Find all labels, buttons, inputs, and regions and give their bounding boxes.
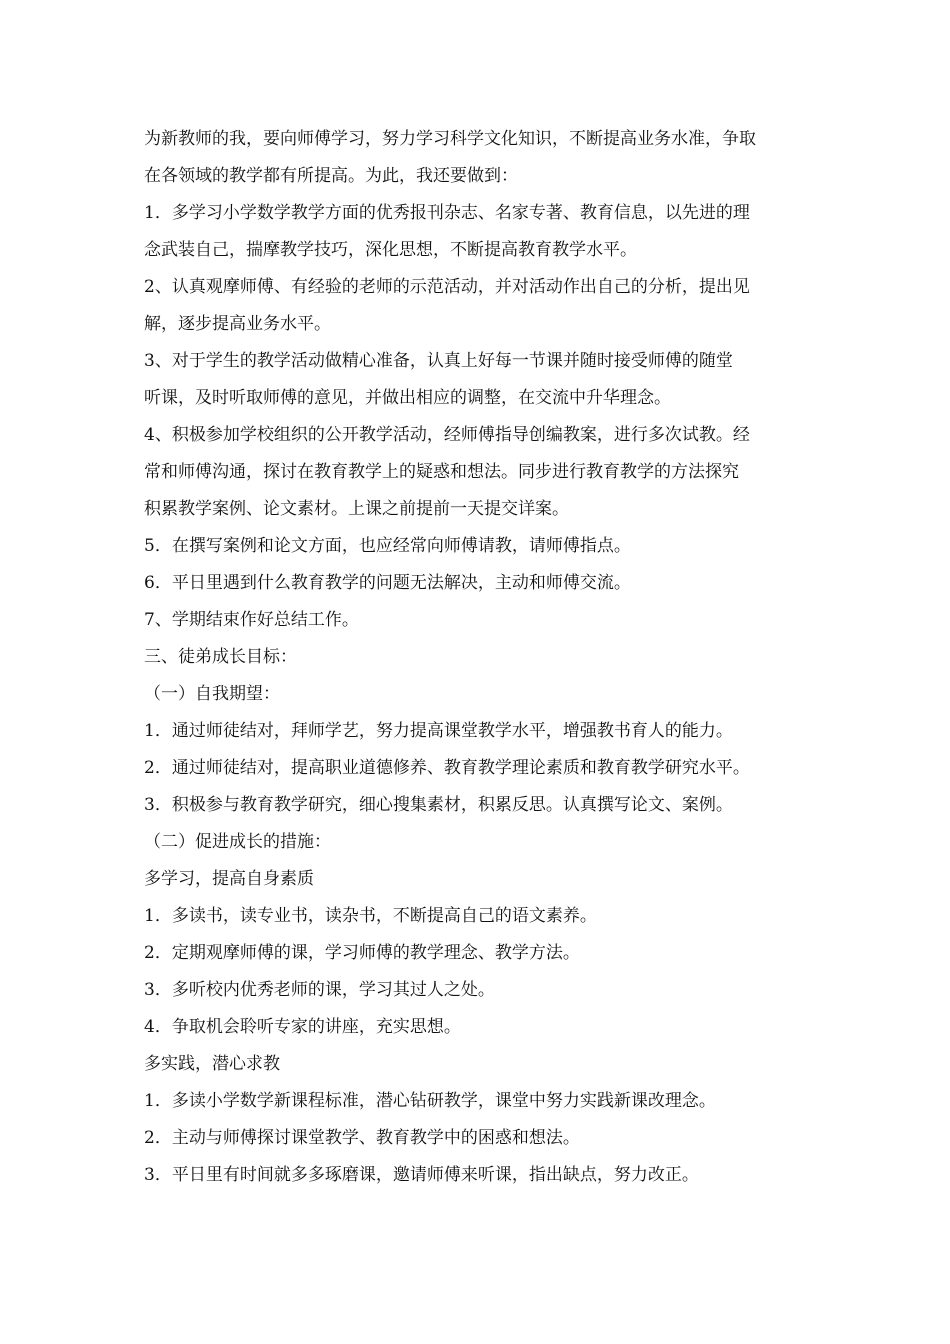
text-line: 4．争取机会聆听专家的讲座，充实思想。 [144, 1017, 461, 1037]
text-line: 2、认真观摩师傅、有经验的老师的示范活动，并对活动作出自己的分析，提出见 [144, 277, 750, 297]
text-line: 常和师傅沟通，探讨在教育教学上的疑惑和想法。同步进行教育教学的方法探究 [144, 462, 739, 482]
group-heading: 多学习，提高自身素质 [144, 869, 314, 889]
text-line: 为新教师的我，要向师傅学习，努力学习科学文化知识，不断提高业务水准，争取 [144, 129, 756, 149]
text-line: 2．主动与师傅探讨课堂教学、教育教学中的困惑和想法。 [144, 1128, 580, 1148]
text-line: 念武装自己，揣摩教学技巧，深化思想，不断提高教育教学水平。 [144, 240, 637, 260]
text-line: 2．定期观摩师傅的课，学习师傅的教学理念、教学方法。 [144, 943, 580, 963]
text-line: 3．积极参与教育教学研究，细心搜集素材，积累反思。认真撰写论文、案例。 [144, 795, 733, 815]
text-line: 2．通过师徒结对，提高职业道德修养、教育教学理论素质和教育教学研究水平。 [144, 758, 750, 778]
section-heading: 三、徒弟成长目标： [144, 647, 297, 667]
text-line: 解，逐步提高业务水平。 [144, 314, 331, 334]
text-line: 1．多学习小学数学教学方面的优秀报刊杂志、名家专著、教育信息，以先进的理 [144, 203, 750, 223]
text-line: 1．多读小学数学新课程标准，潜心钻研教学，课堂中努力实践新课改理念。 [144, 1091, 716, 1111]
document-body [144, 121, 812, 1194]
text-line: 7、学期结束作好总结工作。 [144, 610, 359, 630]
text-line: 1．通过师徒结对，拜师学艺，努力提高课堂教学水平，增强教书育人的能力。 [144, 721, 733, 741]
text-line: 在各领域的教学都有所提高。为此，我还要做到： [144, 166, 518, 186]
text-line: 1．多读书，读专业书，读杂书，不断提高自己的语文素养。 [144, 906, 597, 926]
group-heading: 多实践，潜心求教 [144, 1054, 280, 1074]
text-line: 5．在撰写案例和论文方面，也应经常向师傅请教，请师傅指点。 [144, 536, 631, 556]
subsection-heading: （一）自我期望： [144, 684, 280, 704]
text-line: 6．平日里遇到什么教育教学的问题无法解决，主动和师傅交流。 [144, 573, 631, 593]
text-line: 4、积极参加学校组织的公开教学活动，经师傅指导创编教案，进行多次试教。经 [144, 425, 750, 445]
text-line: 3、对于学生的教学活动做精心准备，认真上好每一节课并随时接受师傅的随堂 [144, 351, 733, 371]
text-line: 3．平日里有时间就多多琢磨课，邀请师傅来听课，指出缺点，努力改正。 [144, 1165, 699, 1185]
text-line: 积累教学案例、论文素材。上课之前提前一天提交详案。 [144, 499, 569, 519]
subsection-heading: （二）促进成长的措施： [144, 832, 331, 852]
text-line: 3．多听校内优秀老师的课，学习其过人之处。 [144, 980, 495, 1000]
text-line: 听课，及时听取师傅的意见，并做出相应的调整，在交流中升华理念。 [144, 388, 671, 408]
